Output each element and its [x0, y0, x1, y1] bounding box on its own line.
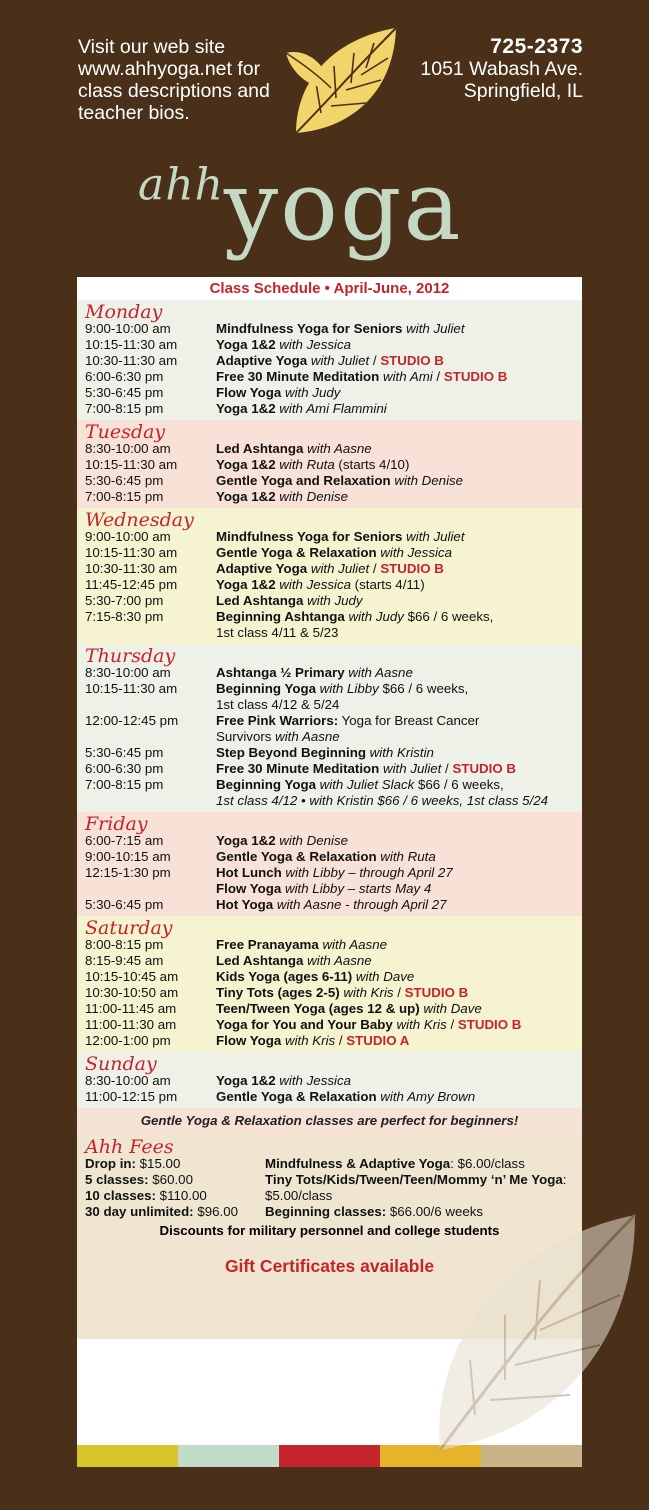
class-description — [216, 745, 582, 761]
day-name: Friday — [85, 813, 148, 835]
fee-item — [85, 1188, 265, 1204]
class-title: Tiny Tots (ages 2-5) — [216, 985, 340, 1000]
class-row — [85, 729, 582, 745]
class-extra: $66 / 6 weeks, — [414, 777, 504, 792]
day-name: Sunday — [85, 1053, 157, 1075]
class-teacher: with Ruta — [275, 457, 335, 472]
class-title: Gentle Yoga & Relaxation — [216, 849, 377, 864]
class-extra: (starts 4/10) — [334, 457, 410, 472]
class-time: 5:30-6:45 pm — [85, 385, 164, 400]
class-studio: STUDIO A — [346, 1033, 410, 1048]
class-title: Led Ashtanga — [216, 441, 304, 456]
class-title: Hot Yoga — [216, 897, 274, 912]
class-time: 10:30-11:30 am — [85, 561, 178, 576]
class-description — [216, 953, 582, 969]
class-row — [85, 793, 582, 809]
class-row — [85, 1001, 582, 1017]
class-time: 12:00-1:00 pm — [85, 1033, 171, 1048]
class-teacher: with Denise — [390, 473, 464, 488]
discounts-text: Discounts for military personnel and college students — [159, 1223, 500, 1238]
class-title: Led Ashtanga — [216, 593, 304, 608]
class-row — [85, 897, 582, 913]
day-monday — [77, 300, 582, 420]
fee-label: Tiny Tots/Kids/Tween/Teen/Mommy ‘n’ Me Yoga — [265, 1172, 563, 1187]
studio-separator: / — [335, 1033, 347, 1048]
class-description — [216, 577, 582, 593]
class-row — [85, 665, 582, 681]
class-description — [216, 337, 582, 353]
class-row — [85, 697, 582, 713]
schedule-title: Class Schedule • April-June, 2012 — [209, 280, 450, 297]
class-extra: Yoga for Breast Cancer — [338, 713, 480, 728]
class-time: 10:15-11:30 am — [85, 337, 178, 352]
class-time: 10:15-10:45 am — [85, 969, 179, 984]
class-teacher: with Aasne - through April 27 — [273, 897, 447, 912]
class-row — [85, 761, 582, 777]
fee-item — [85, 1156, 265, 1172]
class-description — [216, 353, 582, 369]
class-time: 11:00-12:15 pm — [85, 1089, 178, 1104]
class-title: Gentle Yoga & Relaxation — [216, 545, 377, 560]
class-time: 10:30-10:50 am — [85, 985, 179, 1000]
class-title: Beginning Yoga — [216, 777, 316, 792]
class-teacher: with Aasne — [344, 665, 413, 680]
website-info-text: Visit our web site www.ahhyoga.net for class descriptions and teacher bios. — [78, 36, 270, 124]
class-time: 7:00-8:15 pm — [85, 489, 164, 504]
class-title: Flow Yoga — [216, 385, 282, 400]
class-description — [216, 625, 582, 641]
class-title: Kids Yoga (ages 6-11) — [216, 969, 353, 984]
class-description — [216, 473, 582, 489]
class-teacher: with Juliet — [379, 761, 442, 776]
class-extra: 1st class 4/12 & 5/24 — [216, 697, 340, 712]
class-teacher: with Jessica — [275, 337, 351, 352]
class-title: Yoga 1&2 — [216, 337, 276, 352]
class-description — [216, 545, 582, 561]
class-title: Gentle Yoga & Relaxation — [216, 1089, 377, 1104]
class-teacher: with Kris — [281, 1033, 336, 1048]
class-row — [85, 1073, 582, 1089]
class-time: 5:30-6:45 pm — [85, 473, 164, 488]
class-studio: STUDIO B — [380, 561, 444, 576]
class-row — [85, 441, 582, 457]
class-row — [85, 457, 582, 473]
class-teacher: with Juliet — [402, 529, 465, 544]
class-time: 12:00-12:45 pm — [85, 713, 179, 728]
class-description — [216, 1033, 582, 1049]
class-time: 6:00-6:30 pm — [85, 761, 164, 776]
class-time: 10:15-11:30 am — [85, 457, 178, 472]
class-row — [85, 593, 582, 609]
class-description — [216, 761, 582, 777]
class-teacher: with Libby — [315, 681, 379, 696]
color-swatch — [178, 1445, 279, 1467]
class-row — [85, 321, 582, 337]
fee-item — [85, 1172, 265, 1188]
class-teacher: with Kris — [339, 985, 394, 1000]
class-extra: (starts 4/11) — [350, 577, 425, 592]
class-description — [216, 385, 582, 401]
day-name: Wednesday — [85, 509, 194, 531]
class-teacher: with Jessica — [376, 545, 452, 560]
fee-label: Beginning classes: — [265, 1204, 387, 1219]
class-title: Yoga 1&2 — [216, 1073, 276, 1088]
class-title: Flow Yoga — [216, 881, 282, 896]
fee-item — [265, 1172, 582, 1188]
class-title: Yoga 1&2 — [216, 577, 276, 592]
class-title: Gentle Yoga and Relaxation — [216, 473, 391, 488]
day-tuesday — [77, 420, 582, 508]
class-title: Yoga for You and Your Baby — [216, 1017, 393, 1032]
studio-separator: / — [432, 369, 444, 384]
class-time: 10:15-11:30 am — [85, 681, 178, 696]
fee-value: $66.00/6 weeks — [386, 1204, 484, 1219]
class-teacher: with Ruta — [376, 849, 436, 864]
class-studio: STUDIO B — [404, 985, 469, 1000]
class-row — [85, 401, 582, 417]
day-saturday — [77, 916, 582, 1052]
class-teacher: with Denise — [275, 833, 349, 848]
class-time: 8:00-8:15 pm — [85, 937, 164, 952]
class-row — [85, 745, 582, 761]
class-teacher: with Judy — [303, 593, 363, 608]
class-teacher: with Aasne — [318, 937, 387, 952]
class-title: Free 30 Minute Meditation — [216, 369, 380, 384]
class-teacher: with Ami Flammini — [275, 401, 387, 416]
class-teacher: with Kris — [392, 1017, 447, 1032]
class-teacher: with Aasne — [271, 729, 340, 744]
class-row — [85, 625, 582, 641]
class-title: Yoga 1&2 — [216, 833, 276, 848]
class-row — [85, 353, 582, 369]
class-row — [85, 337, 582, 353]
class-row — [85, 833, 582, 849]
class-description — [216, 849, 582, 865]
class-description — [216, 1089, 582, 1105]
class-teacher: with Dave — [352, 969, 415, 984]
fee-value: $110.00 — [155, 1188, 207, 1203]
class-description — [216, 985, 582, 1001]
color-swatch — [279, 1445, 380, 1467]
class-row — [85, 1089, 582, 1105]
class-row — [85, 1017, 582, 1033]
studio-separator: / — [446, 1017, 458, 1032]
class-time — [85, 625, 216, 641]
class-title: Yoga 1&2 — [216, 457, 276, 472]
studio-separator: / — [441, 761, 453, 776]
class-teacher: with Dave — [419, 1001, 482, 1016]
class-extra: $66 / 6 weeks, — [378, 681, 469, 696]
class-time: 11:45-12:45 pm — [85, 577, 178, 592]
class-teacher: with Judy — [344, 609, 404, 624]
day-sunday — [77, 1052, 582, 1108]
class-studio: STUDIO B — [452, 761, 516, 776]
class-teacher: with Libby – through April 27 — [281, 865, 453, 880]
class-title: Adaptive Yoga — [216, 561, 308, 576]
fee-value: $5.00/class — [265, 1188, 333, 1203]
class-teacher: with Aasne — [303, 953, 372, 968]
logo-ahh: ahh — [138, 159, 224, 211]
class-row — [85, 529, 582, 545]
class-description — [216, 777, 582, 793]
logo-yoga: yoga — [223, 150, 463, 262]
day-thursday — [77, 644, 582, 812]
fee-label: Mindfulness & Adaptive Yoga — [265, 1156, 451, 1171]
class-description — [216, 369, 582, 385]
class-time: 10:30-11:30 am — [85, 353, 178, 368]
class-time: 9:00-10:00 am — [85, 321, 171, 336]
class-teacher: with Amy Brown — [376, 1089, 476, 1104]
color-swatch — [77, 1445, 178, 1467]
class-title: Free 30 Minute Meditation — [216, 761, 380, 776]
leaf-logo-icon — [276, 18, 406, 148]
class-row — [85, 985, 582, 1001]
class-row — [85, 489, 582, 505]
class-row — [85, 953, 582, 969]
fees-title: Ahh Fees — [85, 1136, 174, 1158]
ahhyoga-logo — [138, 150, 463, 262]
class-row — [85, 681, 582, 697]
class-description — [216, 441, 582, 457]
class-description — [216, 881, 582, 897]
day-name: Thursday — [85, 645, 176, 667]
class-teacher: with Juliet — [402, 321, 465, 336]
class-teacher: 1st class 4/12 • with Kristin $66 / 6 weeks, 1st class 5/24 — [216, 793, 549, 808]
class-row — [85, 473, 582, 489]
class-time: 8:30-10:00 am — [85, 665, 171, 680]
class-row — [85, 713, 582, 729]
class-description — [216, 681, 582, 697]
day-friday — [77, 812, 582, 916]
class-time: 8:30-10:00 am — [85, 1073, 171, 1088]
class-title: Yoga 1&2 — [216, 401, 276, 416]
class-row — [85, 969, 582, 985]
class-description — [216, 969, 582, 985]
class-time: 7:00-8:15 pm — [85, 401, 164, 416]
fee-item — [265, 1156, 582, 1172]
gift-certificates-text: Gift Certificates available — [224, 1256, 435, 1276]
class-description — [216, 529, 582, 545]
class-row — [85, 577, 582, 593]
class-teacher: with Juliet Slack — [315, 777, 415, 792]
class-time: 8:30-10:00 am — [85, 441, 171, 456]
class-teacher: with Judy — [281, 385, 341, 400]
class-description — [216, 561, 582, 577]
class-title: Teen/Tween Yoga (ages 12 & up) — [216, 1001, 420, 1016]
class-teacher: with Libby – starts May 4 — [281, 881, 432, 896]
class-teacher: with Aasne — [303, 441, 372, 456]
class-description — [216, 1001, 582, 1017]
class-description — [216, 897, 582, 913]
class-teacher: with Juliet — [307, 353, 370, 368]
fee-label: 5 classes: — [85, 1172, 149, 1187]
class-time: 8:15-9:45 am — [85, 953, 164, 968]
class-time — [85, 729, 216, 745]
class-description — [216, 457, 582, 473]
class-description — [216, 401, 582, 417]
class-time: 9:00-10:15 am — [85, 849, 171, 864]
class-title: Mindfulness Yoga for Seniors — [216, 529, 403, 544]
class-description — [216, 489, 582, 505]
class-teacher: with Jessica — [275, 1073, 351, 1088]
class-time: 11:00-11:45 am — [85, 1001, 177, 1016]
class-extra: Survivors — [216, 729, 272, 744]
class-title: Mindfulness Yoga for Seniors — [216, 321, 403, 336]
fee-label: 30 day unlimited: — [85, 1204, 194, 1219]
class-description — [216, 1017, 582, 1033]
class-teacher: with Kristin — [365, 745, 434, 760]
class-title: Beginning Ashtanga — [216, 609, 345, 624]
class-row — [85, 865, 582, 881]
class-title: Led Ashtanga — [216, 953, 304, 968]
fee-label: Drop in: — [85, 1156, 136, 1171]
class-description — [216, 937, 582, 953]
class-description — [216, 793, 582, 809]
class-description — [216, 1073, 582, 1089]
class-title: Ashtanga ½ Primary — [216, 665, 345, 680]
class-description — [216, 321, 582, 337]
class-row — [85, 609, 582, 625]
class-title: Beginning Yoga — [216, 681, 316, 696]
class-row — [85, 777, 582, 793]
class-row — [85, 385, 582, 401]
class-time: 5:30-7:00 pm — [85, 593, 164, 608]
fee-value: $15.00 — [135, 1156, 181, 1171]
class-time: 11:00-11:30 am — [85, 1017, 177, 1032]
class-time: 7:00-8:15 pm — [85, 777, 164, 792]
class-studio: STUDIO B — [457, 1017, 522, 1032]
studio-separator: / — [369, 561, 381, 576]
fee-value: : $6.00/class — [450, 1156, 525, 1171]
beginner-note: Gentle Yoga & Relaxation classes are perfect for beginners! — [77, 1108, 582, 1134]
schedule-days — [77, 300, 582, 1108]
contact-block — [420, 36, 583, 102]
fee-value: : — [562, 1172, 567, 1187]
class-title: Adaptive Yoga — [216, 353, 308, 368]
class-row — [85, 881, 582, 897]
class-row — [85, 369, 582, 385]
class-description — [216, 593, 582, 609]
class-description — [216, 729, 582, 745]
class-extra: 1st class 4/11 & 5/23 — [216, 625, 339, 640]
class-time: 5:30-6:45 pm — [85, 897, 164, 912]
class-description — [216, 865, 582, 881]
class-teacher: with Juliet — [307, 561, 370, 576]
class-teacher: with Jessica — [275, 577, 351, 592]
class-time: 9:00-10:00 am — [85, 529, 171, 544]
class-description — [216, 609, 582, 625]
day-name: Saturday — [85, 917, 173, 939]
class-time: 6:00-7:15 am — [85, 833, 164, 848]
class-extra: $66 / 6 weeks, — [403, 609, 494, 624]
class-title: Step Beyond Beginning — [216, 745, 366, 760]
address: 1051 Wabash Ave. Springfield, IL — [420, 58, 583, 102]
class-studio: STUDIO B — [443, 369, 508, 384]
class-time: 5:30-6:45 pm — [85, 745, 164, 760]
class-title: Hot Lunch — [216, 865, 282, 880]
fee-value: $60.00 — [148, 1172, 193, 1187]
class-time — [85, 881, 216, 897]
fees-left-column — [85, 1156, 265, 1220]
class-studio: STUDIO B — [380, 353, 444, 368]
class-teacher: with Ami — [379, 369, 433, 384]
class-time: 12:15-1:30 pm — [85, 865, 171, 880]
class-description — [216, 713, 582, 729]
class-description — [216, 697, 582, 713]
class-title: Free Pink Warriors: — [216, 713, 339, 728]
class-teacher: with Denise — [275, 489, 349, 504]
class-time: 7:15-8:30 pm — [85, 609, 164, 624]
class-row — [85, 849, 582, 865]
phone-number: 725-2373 — [490, 35, 583, 58]
studio-separator: / — [369, 353, 381, 368]
class-time — [85, 793, 216, 809]
class-row — [85, 1033, 582, 1049]
class-row — [85, 545, 582, 561]
class-description — [216, 833, 582, 849]
class-title: Flow Yoga — [216, 1033, 282, 1048]
class-time: 10:15-11:30 am — [85, 545, 178, 560]
class-title: Yoga 1&2 — [216, 489, 276, 504]
fee-value: $96.00 — [193, 1204, 238, 1219]
class-title: Free Pranayama — [216, 937, 319, 952]
day-name: Tuesday — [85, 421, 166, 443]
leaf-decoration-icon — [400, 1200, 640, 1460]
class-row — [85, 937, 582, 953]
class-description — [216, 665, 582, 681]
studio-separator: / — [393, 985, 405, 1000]
class-row — [85, 561, 582, 577]
fee-label: 10 classes: — [85, 1188, 156, 1203]
class-time — [85, 697, 216, 713]
day-name: Monday — [85, 301, 163, 323]
day-wednesday — [77, 508, 582, 644]
class-time: 6:00-6:30 pm — [85, 369, 164, 384]
fee-item — [85, 1204, 265, 1220]
